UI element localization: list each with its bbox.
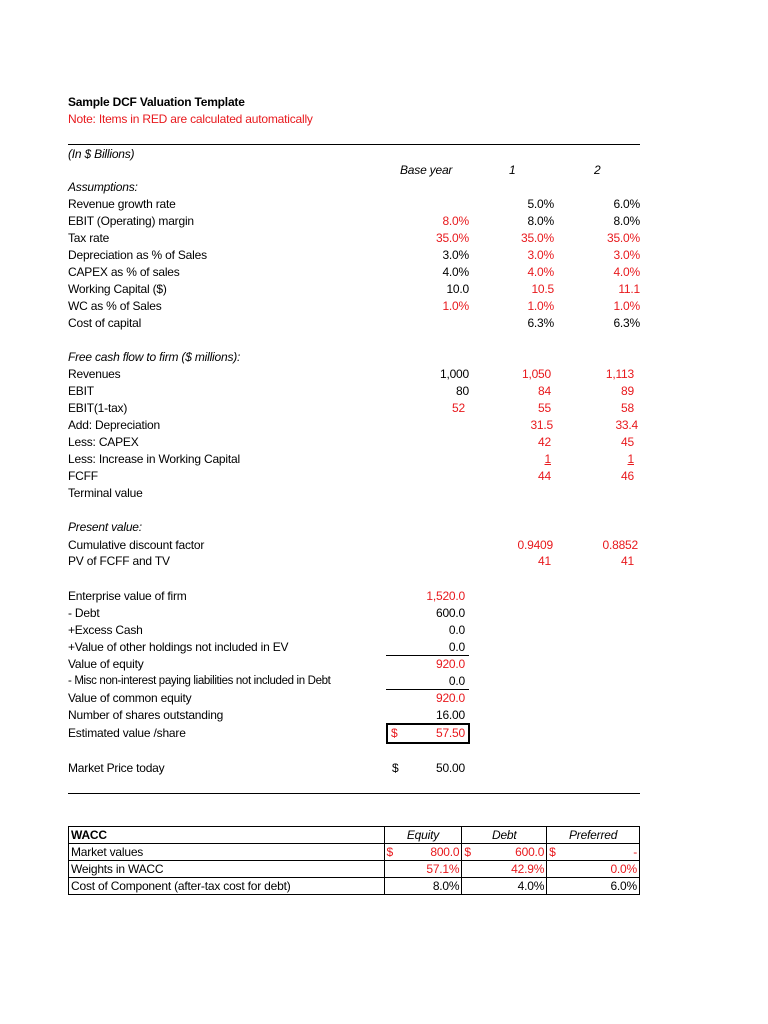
row-label: Cumulative discount factor bbox=[68, 538, 205, 552]
cell-value: 0.0 bbox=[448, 674, 465, 688]
row-label: CAPEX as % of sales bbox=[68, 265, 180, 279]
cell-y2: 3.0% bbox=[613, 248, 640, 262]
row-label: Add: Depreciation bbox=[68, 418, 160, 432]
table-row bbox=[69, 878, 640, 895]
wacc-table bbox=[68, 826, 640, 895]
cell-equity: 800.0 bbox=[398, 844, 462, 861]
currency-symbol: $ bbox=[384, 844, 398, 861]
cell-y2: 6.0% bbox=[613, 197, 640, 211]
cell-value: 600.0 bbox=[435, 606, 465, 620]
row-label: Market values bbox=[69, 844, 385, 861]
currency-symbol: $ bbox=[391, 726, 398, 740]
currency-symbol: $ bbox=[462, 844, 476, 861]
cell-y1: 41 bbox=[538, 554, 551, 568]
cell-y1: 84 bbox=[538, 384, 551, 398]
row-label: EBIT bbox=[68, 384, 94, 398]
row-label: Value of equity bbox=[68, 657, 144, 671]
wacc-header-preferred: Preferred bbox=[547, 827, 640, 844]
cell-equity: 57.1% bbox=[384, 861, 462, 878]
cell-y1: 5.0% bbox=[527, 197, 554, 211]
col-header-year-1: 1 bbox=[509, 163, 516, 177]
row-label: FCFF bbox=[68, 469, 98, 483]
cell-y1: 10.5 bbox=[531, 282, 554, 296]
cell-y2: 41 bbox=[621, 554, 634, 568]
row-label: EBIT(1-tax) bbox=[68, 401, 128, 415]
cell-y2: 45 bbox=[621, 435, 634, 449]
row-label: Less: Increase in Working Capital bbox=[68, 452, 240, 466]
cell-y2: 8.0% bbox=[613, 214, 640, 228]
cell-equity: 8.0% bbox=[384, 878, 462, 895]
row-label: Depreciation as % of Sales bbox=[68, 248, 207, 262]
table-row bbox=[69, 861, 640, 878]
row-label: - Debt bbox=[68, 606, 100, 620]
cell-preferred: 6.0% bbox=[547, 878, 640, 895]
cell-base: 80 bbox=[456, 384, 469, 398]
units-label: (In $ Billions) bbox=[68, 147, 135, 161]
cell-base: 1.0% bbox=[442, 299, 469, 313]
cell-y2: 35.0% bbox=[606, 231, 640, 245]
cell-value: 0.0 bbox=[448, 623, 465, 637]
cell-base: 52 bbox=[452, 401, 465, 415]
row-label: Cost of Component (after-tax cost for debt) bbox=[69, 878, 385, 895]
cell-debt: 4.0% bbox=[462, 878, 547, 895]
row-label: - Misc non-interest paying liabilities not included in Debt bbox=[68, 675, 331, 687]
cell-y1: 4.0% bbox=[527, 265, 554, 279]
cell-y1: 1 bbox=[544, 452, 551, 466]
cell-value: 1,520.0 bbox=[426, 589, 465, 603]
cell-value: 16.00 bbox=[435, 708, 465, 722]
row-label: PV of FCFF and TV bbox=[68, 554, 170, 568]
divider bbox=[68, 793, 640, 794]
estimated-value-per-share: 57.50 bbox=[435, 726, 465, 740]
cell-base: 3.0% bbox=[442, 248, 469, 262]
assumptions-heading: Assumptions: bbox=[68, 180, 138, 194]
row-label: Enterprise value of firm bbox=[68, 589, 187, 603]
row-label: Revenue growth rate bbox=[68, 197, 176, 211]
row-label: Market Price today bbox=[68, 761, 165, 775]
pv-heading: Present value: bbox=[68, 520, 142, 534]
wacc-title: WACC bbox=[69, 827, 385, 844]
cell-y1: 8.0% bbox=[527, 214, 554, 228]
row-label: Less: CAPEX bbox=[68, 435, 139, 449]
row-label: Number of shares outstanding bbox=[68, 708, 224, 722]
row-label: Tax rate bbox=[68, 231, 110, 245]
cell-y2: 89 bbox=[621, 384, 634, 398]
cell-y1: 1,050 bbox=[521, 367, 551, 381]
col-header-base-year: Base year bbox=[400, 163, 453, 177]
cell-value: 920.0 bbox=[435, 657, 465, 671]
row-label: +Excess Cash bbox=[68, 623, 143, 637]
cell-y2: 1 bbox=[627, 452, 634, 466]
cell-y2: 33.4 bbox=[615, 418, 638, 432]
col-header-year-2: 2 bbox=[594, 163, 601, 177]
currency-symbol: $ bbox=[392, 761, 399, 775]
cell-y2: 1,113 bbox=[605, 367, 634, 381]
row-label: Estimated value /share bbox=[68, 726, 186, 740]
row-label: Terminal value bbox=[68, 486, 143, 500]
cell-y1: 1.0% bbox=[527, 299, 554, 313]
wacc-header-debt: Debt bbox=[462, 827, 547, 844]
cell-base: 10.0 bbox=[446, 282, 469, 296]
cell-y2: 1.0% bbox=[613, 299, 640, 313]
cell-debt: 600.0 bbox=[476, 844, 547, 861]
cell-preferred: 0.0% bbox=[547, 861, 640, 878]
wacc-header-equity: Equity bbox=[384, 827, 462, 844]
row-label: EBIT (Operating) margin bbox=[68, 214, 194, 228]
table-row bbox=[69, 844, 640, 861]
row-label: Value of common equity bbox=[68, 691, 192, 705]
table-row bbox=[69, 827, 640, 844]
cell-preferred: - bbox=[561, 844, 640, 861]
cell-y2: 58 bbox=[621, 401, 634, 415]
note-text: Note: Items in RED are calculated automatically bbox=[68, 112, 313, 126]
cell-value: 0.0 bbox=[448, 640, 465, 654]
cell-y1: 44 bbox=[538, 469, 551, 483]
divider bbox=[68, 144, 640, 145]
cell-base: 4.0% bbox=[442, 265, 469, 279]
cell-base: 8.0% bbox=[442, 214, 469, 228]
cell-y1: 35.0% bbox=[520, 231, 554, 245]
cell-y2: 4.0% bbox=[613, 265, 640, 279]
cell-y1: 42 bbox=[538, 435, 551, 449]
cell-base: 35.0% bbox=[435, 231, 469, 245]
cell-y2: 11.1 bbox=[618, 282, 640, 296]
fcf-heading: Free cash flow to firm ($ millions): bbox=[68, 350, 241, 364]
cell-y1: 55 bbox=[538, 401, 551, 415]
currency-symbol: $ bbox=[547, 844, 561, 861]
cell-value: 920.0 bbox=[435, 691, 465, 705]
row-label: Revenues bbox=[68, 367, 121, 381]
cell-y1: 6.3% bbox=[527, 316, 554, 330]
cell-y2: 46 bbox=[621, 469, 634, 483]
row-label: +Value of other holdings not included in EV bbox=[68, 640, 289, 654]
row-label: WC as % of Sales bbox=[68, 299, 162, 313]
cell-y1: 31.5 bbox=[530, 418, 553, 432]
cell-y1: 3.0% bbox=[527, 248, 554, 262]
cell-y2: 0.8852 bbox=[602, 538, 638, 552]
row-label: Weights in WACC bbox=[69, 861, 385, 878]
cell-y2: 6.3% bbox=[613, 316, 640, 330]
row-label: Working Capital ($) bbox=[68, 282, 167, 296]
market-price-value: 50.00 bbox=[435, 761, 465, 775]
cell-debt: 42.9% bbox=[462, 861, 547, 878]
row-label: Cost of capital bbox=[68, 316, 142, 330]
page-title: Sample DCF Valuation Template bbox=[68, 95, 245, 109]
cell-base: 1,000 bbox=[439, 367, 469, 381]
cell-y1: 0.9409 bbox=[517, 538, 553, 552]
